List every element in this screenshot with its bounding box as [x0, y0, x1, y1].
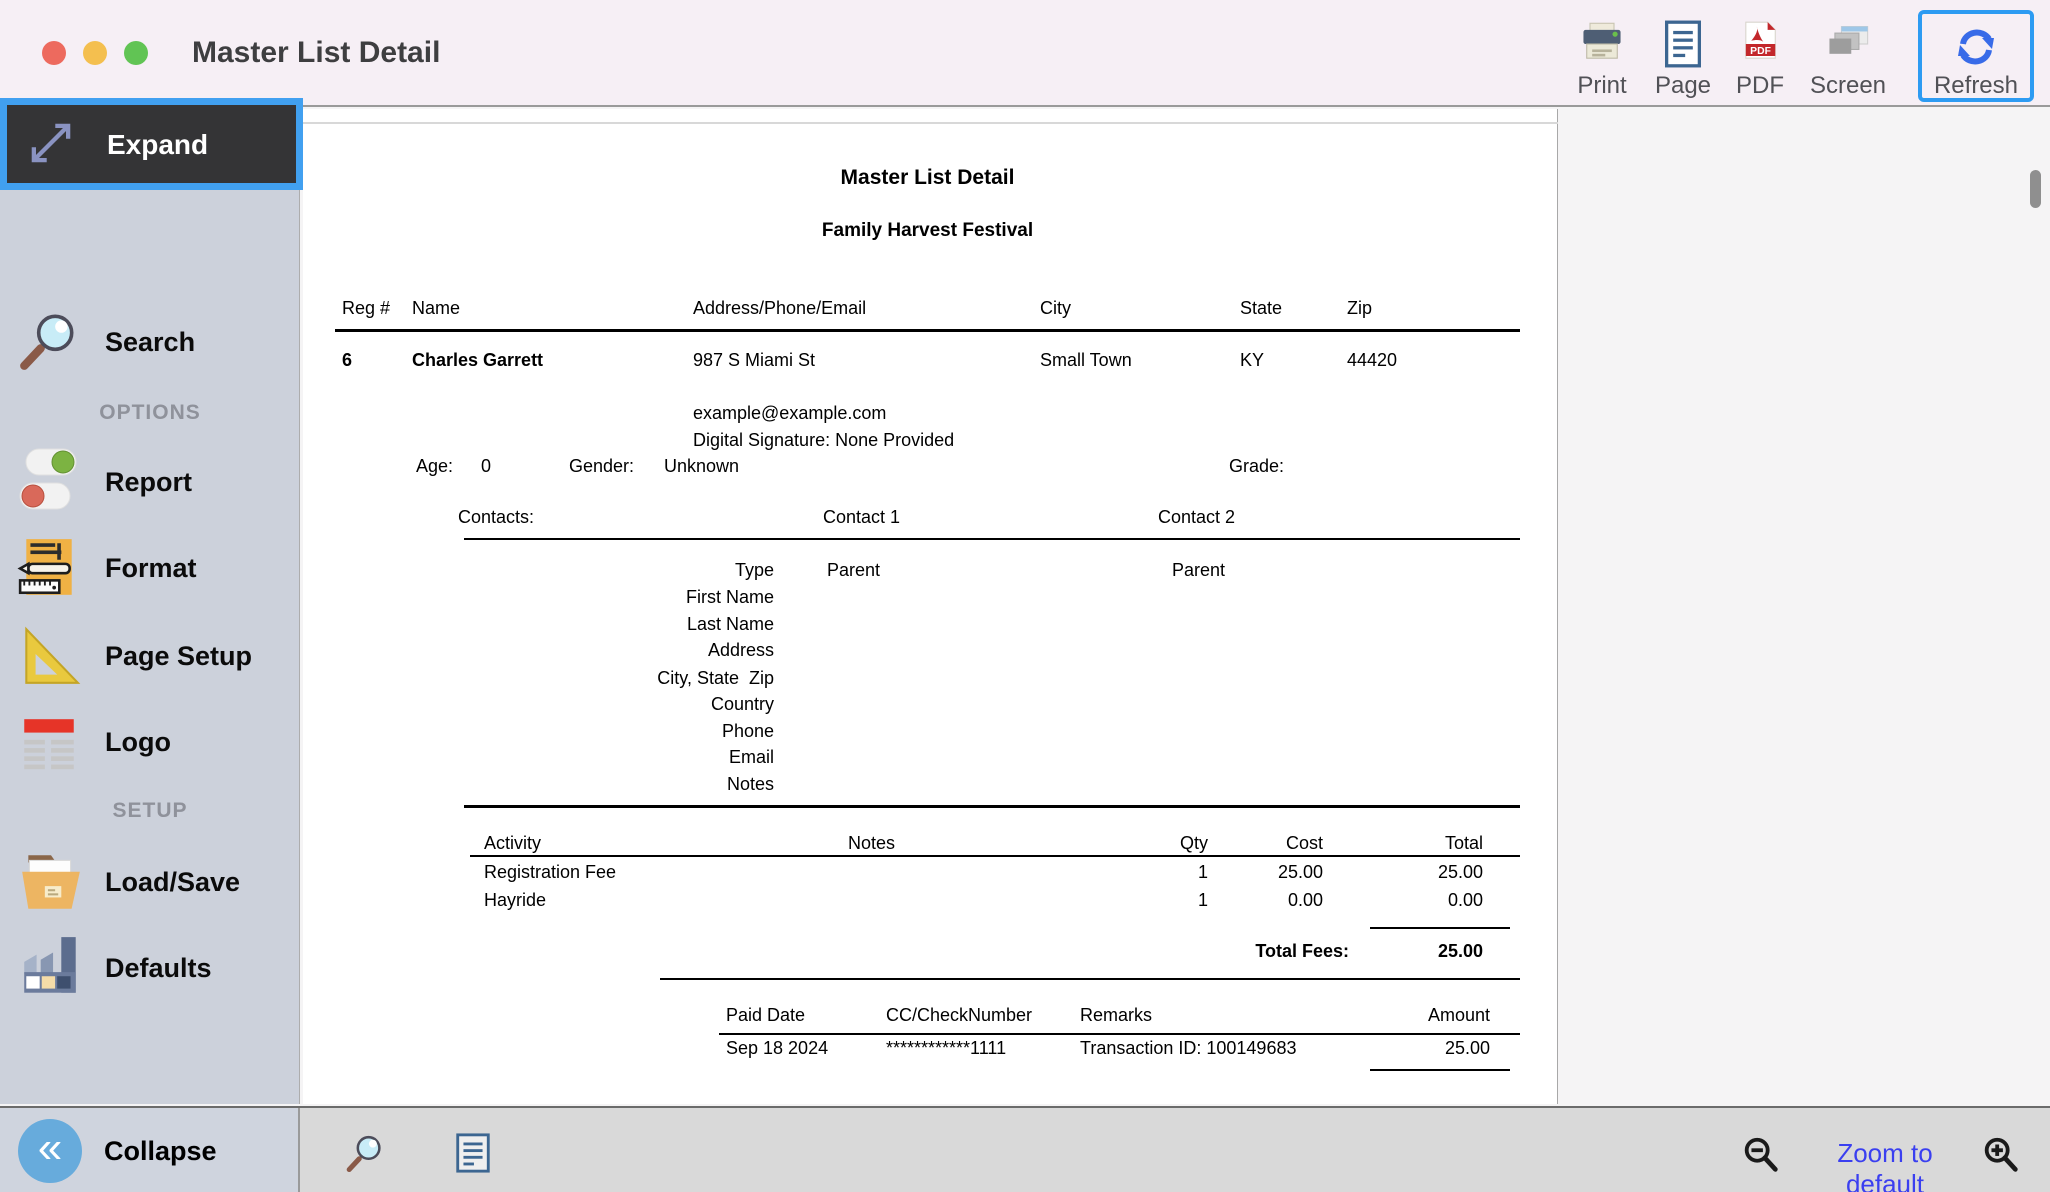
sidebar-section-options: OPTIONS — [99, 401, 201, 424]
total-header: Total — [1444, 833, 1483, 853]
payment-remarks: Transaction ID: 100149683 — [1080, 1038, 1297, 1058]
defaults-factory-icon — [16, 933, 86, 1008]
total-fees-value: 25.00 — [1437, 941, 1483, 961]
close-window-button[interactable] — [42, 41, 66, 65]
contact-field-address: Address — [707, 640, 774, 660]
grade-label: Grade: — [1229, 456, 1285, 476]
expand-arrows-icon — [21, 113, 81, 173]
activity-header: Activity — [484, 833, 542, 853]
sidebar — [0, 107, 300, 1104]
expand-button[interactable] — [0, 98, 303, 190]
activities-top-rule — [464, 805, 1520, 808]
report-title: Master List Detail — [840, 166, 1015, 189]
activity-row-cost: 0.00 — [1287, 890, 1323, 910]
qty-header: Qty — [1179, 833, 1208, 853]
contact-field-phone: Phone — [721, 721, 774, 741]
bottom-bar — [0, 1106, 2050, 1192]
pdf-button[interactable] — [1714, 10, 1806, 102]
screen-icon — [1824, 20, 1872, 68]
activities-header-rule — [470, 855, 1520, 857]
collapse-chevrons-icon[interactable]: « — [18, 1119, 82, 1183]
activity-row-total: 0.00 — [1447, 890, 1483, 910]
load-save-icon — [16, 847, 86, 922]
zoom-window-button[interactable] — [124, 41, 148, 65]
page-setup-icon — [16, 623, 82, 694]
sidebar-item-logo[interactable]: Logo — [105, 727, 171, 757]
activity-row-qty: 1 — [1197, 862, 1208, 882]
col-header-state: State — [1240, 298, 1283, 318]
sidebar-item-defaults[interactable]: Defaults — [105, 953, 212, 983]
payments-top-rule — [660, 978, 1520, 980]
page-icon — [1659, 20, 1707, 68]
col-header-name: Name — [412, 298, 461, 318]
cell-zip: 44420 — [1347, 350, 1398, 370]
zoom-in-icon[interactable] — [1980, 1134, 2022, 1181]
magnifier-tool-icon[interactable] — [342, 1130, 388, 1181]
contact2-type: Parent — [1172, 560, 1226, 580]
gender-label: Gender: — [569, 456, 635, 476]
remarks-header: Remarks — [1080, 1005, 1153, 1025]
cost-header: Cost — [1285, 833, 1323, 853]
col-header-city: City — [1040, 298, 1071, 318]
title-bar — [0, 0, 2050, 107]
refresh-button[interactable] — [1918, 10, 2034, 102]
preview-empty-area — [1559, 109, 2050, 1104]
notes-header: Notes — [848, 833, 896, 853]
page-label: Page — [1654, 72, 1712, 99]
contact1-header: Contact 1 — [823, 507, 901, 527]
payment-cc: ************1111 — [886, 1038, 1007, 1058]
print-button[interactable] — [1556, 10, 1648, 102]
activity-row-qty: 1 — [1197, 890, 1208, 910]
zoom-to-default-link[interactable]: Zoom to default — [1837, 1138, 1933, 1192]
sidebar-item-search[interactable]: Search — [105, 327, 196, 357]
report-toggles-icon — [16, 445, 86, 524]
cell-address: 987 S Miami St — [693, 350, 816, 370]
contact-field-lastname: Last Name — [686, 614, 774, 634]
amount-header: Amount — [1427, 1005, 1490, 1025]
sidebar-item-format[interactable]: Format — [105, 553, 197, 583]
cc-header: CC/CheckNumber — [886, 1005, 1033, 1025]
contacts-label: Contacts: — [458, 507, 535, 527]
expand-label: Expand — [107, 129, 209, 160]
payments-header-rule — [719, 1033, 1520, 1035]
page-top-divider — [303, 122, 1558, 124]
total-fees-label: Total Fees: — [1255, 941, 1349, 961]
zoom-out-icon[interactable] — [1740, 1134, 1782, 1181]
logo-icon — [16, 713, 82, 784]
format-icon — [16, 535, 82, 606]
digital-signature: Digital Signature: None Provided — [693, 430, 955, 450]
col-header-address: Address/Phone/Email — [693, 298, 867, 318]
contacts-rule — [464, 538, 1520, 540]
refresh-label: Refresh — [1933, 72, 2019, 99]
printer-icon — [1578, 20, 1626, 68]
col-header-zip: Zip — [1347, 298, 1373, 318]
pdf-label: PDF — [1736, 72, 1784, 99]
sidebar-item-load-save[interactable]: Load/Save — [105, 867, 241, 897]
cell-name: Charles Garrett — [412, 350, 544, 370]
contact-field-citystatezip: City, State Zip — [657, 668, 774, 688]
payment-paid-date: Sep 18 2024 — [726, 1038, 829, 1058]
contact-field-country: Country — [710, 694, 774, 714]
contact2-header: Contact 2 — [1158, 507, 1236, 527]
print-label: Print — [1577, 72, 1627, 99]
activity-row-total: 25.00 — [1437, 862, 1483, 882]
activity-row-cost: 25.00 — [1277, 862, 1323, 882]
cell-reg: 6 — [342, 350, 353, 370]
cell-city: Small Town — [1040, 350, 1132, 370]
gender-value: Unknown — [664, 456, 740, 476]
amount-bottom-rule — [1370, 1069, 1510, 1071]
contact-field-firstname: First Name — [685, 587, 774, 607]
payment-amount: 25.00 — [1444, 1038, 1490, 1058]
sidebar-section-setup: SETUP — [112, 799, 188, 822]
collapse-label: Collapse — [104, 1136, 217, 1166]
vertical-scrollbar[interactable] — [2030, 170, 2041, 208]
screen-label: Screen — [1809, 72, 1887, 99]
search-icon — [16, 307, 82, 378]
screen-button[interactable] — [1802, 10, 1894, 102]
sidebar-item-report[interactable]: Report — [105, 467, 192, 497]
pdf-badge-text: PDF — [1750, 45, 1771, 57]
header-rule — [335, 329, 1520, 332]
contact1-type: Parent — [827, 560, 881, 580]
window-title: Master List Detail — [192, 36, 441, 69]
registrant-email: example@example.com — [693, 403, 887, 423]
refresh-icon — [1951, 24, 2001, 70]
cell-state: KY — [1240, 350, 1265, 370]
col-header-reg: Reg # — [342, 298, 391, 318]
contact-field-notes: Notes — [726, 774, 774, 794]
report-page — [303, 109, 1558, 1104]
report-view-icon[interactable] — [452, 1132, 494, 1179]
minimize-window-button[interactable] — [83, 41, 107, 65]
paid-date-header: Paid Date — [726, 1005, 806, 1025]
age-label: Age: — [416, 456, 454, 476]
report-subtitle: Family Harvest Festival — [821, 220, 1034, 241]
total-top-rule — [1370, 927, 1510, 929]
age-value: 0 — [481, 456, 492, 476]
collapse-area[interactable] — [0, 1108, 300, 1192]
activity-row-name: Hayride — [484, 890, 547, 910]
pdf-icon — [1736, 20, 1784, 68]
sidebar-item-page-setup[interactable]: Page Setup — [105, 641, 253, 671]
contact-field-type: Type — [734, 560, 774, 580]
contact-field-email: Email — [728, 747, 774, 767]
activity-row-name: Registration Fee — [484, 862, 617, 882]
